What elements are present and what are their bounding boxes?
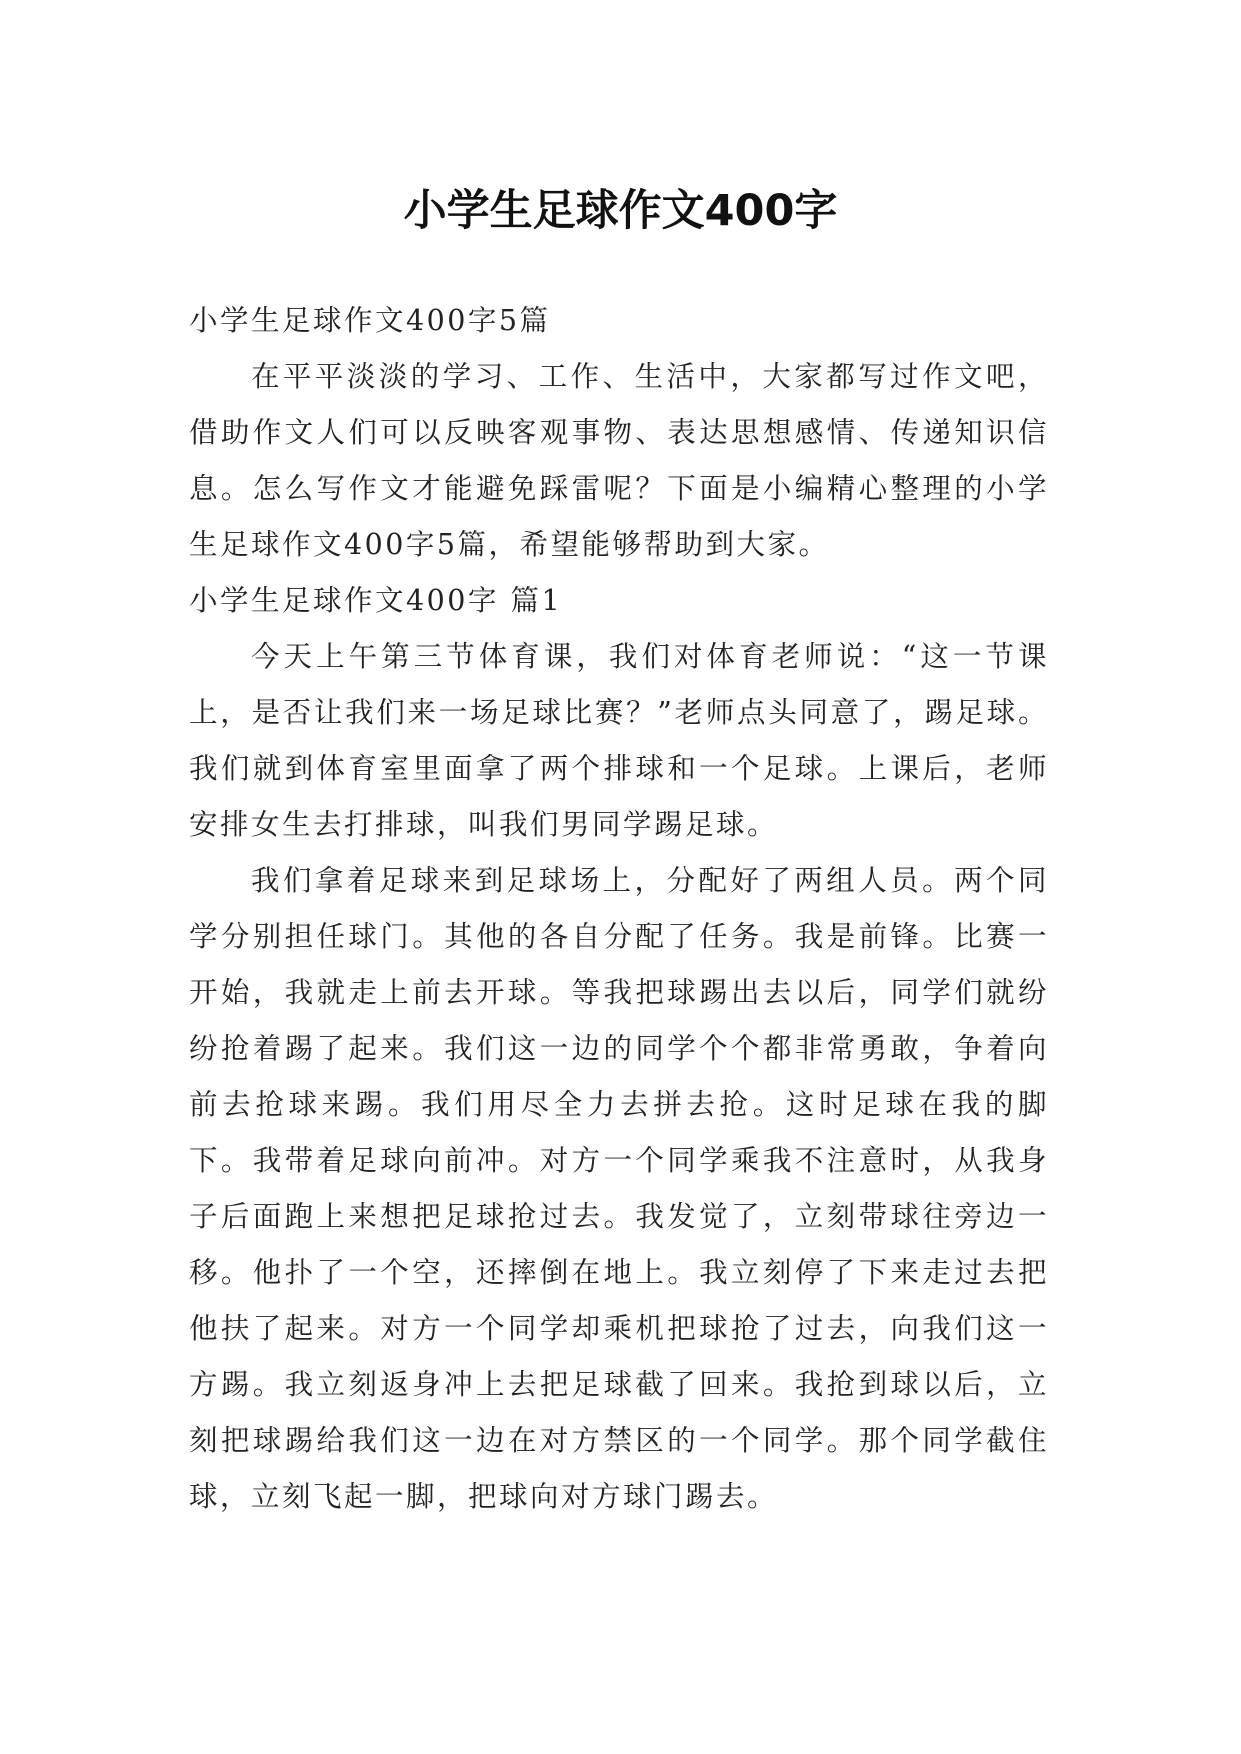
paragraph-body-2: 我们拿着足球来到足球场上，分配好了两组人员。两个同学分别担任球门。其他的各自分配了任务。我是前锋。比赛一开始，我就走上前去开球。等我把球踢出去以后，同学们就纷纷抢着踢了起来。我们这一边的同学个个都非常勇敢，争着向前去抢球来踢。我们用尽全力去拼去抢。这时足球在我的脚下。我带着足球向前冲。对方一个同学乘我不注意时，从我身子后面跑上来想把足球抢过去。我发觉了，立刻带球往旁边一移。他扑了一个空，还摔倒在地上。我立刻停了下来走过去把他扶了起来。对方一个同学却乘机把球抢了过去，向我们这一方踢。我立刻返身冲上去把足球截了回来。我抢到球以后，立刻把球踢给我们这一边在对方禁区的一个同学。那个同学截住球，立刻飞起一脚，把球向对方球门踢去。: [189, 864, 1049, 1513]
paragraph-subtitle: 小学生足球作文400字5篇: [189, 304, 551, 337]
paragraph-intro: 在平平淡淡的学习、工作、生活中，大家都写过作文吧，借助作文人们可以反映客观事物、表达思想感情、传递知识信息。怎么写作文才能避免踩雷呢？下面是小编精心整理的小学生足球作文400字5篇，希望能够帮助到大家。: [189, 360, 1049, 561]
document-title: 小学生足球作文400字: [403, 185, 838, 236]
paragraph-section-heading: 小学生足球作文400字 篇1: [189, 584, 563, 617]
paragraph-body-1: 今天上午第三节体育课，我们对体育老师说：“这一节课上，是否让我们来一场足球比赛？”老师点头同意了，踢足球。我们就到体育室里面拿了两个排球和一个足球。上课后，老师安排女生去打排球，叫我们男同学踢足球。: [189, 640, 1049, 841]
document-body: [189, 293, 1049, 1525]
